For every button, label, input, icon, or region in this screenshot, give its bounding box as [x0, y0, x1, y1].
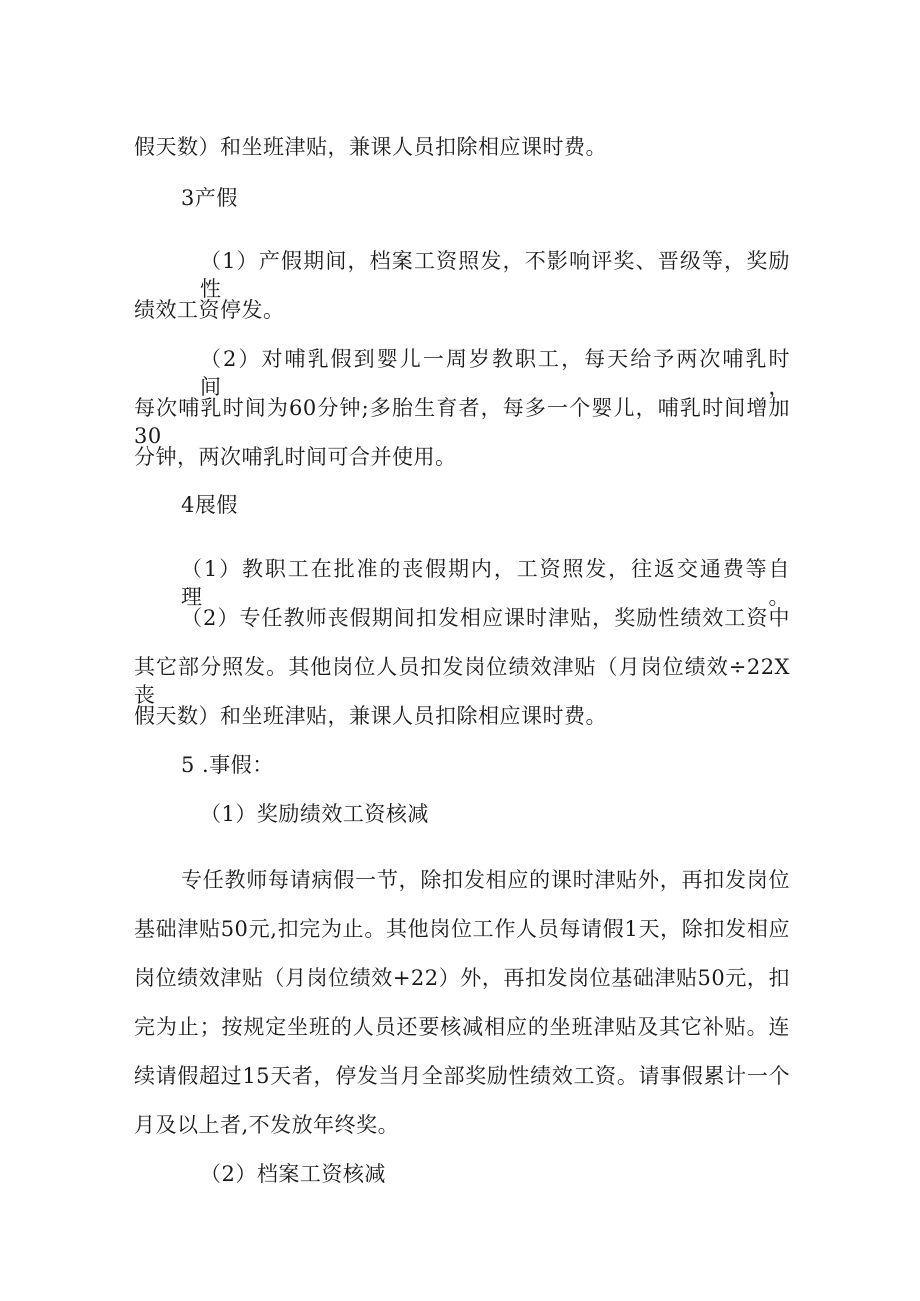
paragraph-line: 假天数）和坐班津贴，兼课人员扣除相应课时费。: [134, 704, 607, 728]
section-heading-maternity-leave: 3产假: [181, 186, 238, 210]
paragraph-line: （1）产假期间，档案工资照发，不影响评奖、晋级等，奖励性: [200, 249, 790, 301]
paragraph-line: 续请假超过15天者，停发当月全部奖励性绩效工资。请事假累计一个: [134, 1064, 790, 1088]
paragraph-line: （1）教职工在批准的丧假期内，工资照发，往返交通费等自理。: [181, 557, 790, 609]
section-heading-personal-leave: 5 .事假：: [181, 753, 274, 777]
paragraph-line: 每次哺乳时间为60分钟;多胎生育者，每多一个婴儿，哺乳时间增加30: [134, 396, 790, 448]
paragraph-line: （2）对哺乳假到婴儿一周岁教职工，每天给予两次哺乳时间，: [200, 347, 790, 399]
paragraph-line: （2）专任教师丧假期间扣发相应课时津贴，奖励性绩效工资中: [181, 606, 790, 630]
section-heading-funeral-leave: 4展假: [181, 493, 238, 517]
paragraph-line: 分钟，两次哺乳时间可合并使用。: [134, 445, 457, 469]
subheading-performance-pay-deduction: （1）奖励绩效工资核减: [200, 802, 429, 826]
paragraph-line: 基础津贴50元,扣完为止。其他岗位工作人员每请假1天，除扣发相应: [134, 917, 790, 941]
paragraph-line: 专任教师每请病假一节，除扣发相应的课时津贴外，再扣发岗位: [181, 868, 790, 892]
paragraph-line: 岗位绩效津贴（月岗位绩效+22）外，再扣发岗位基础津贴50元，扣: [134, 966, 790, 990]
subheading-archive-salary-deduction: （2）档案工资核减: [200, 1162, 386, 1186]
paragraph-line: 完为止；按规定坐班的人员还要核减相应的坐班津贴及其它补贴。连: [134, 1015, 790, 1039]
paragraph-line: 月及以上者,不发放年终奖。: [134, 1113, 400, 1137]
paragraph-line: 绩效工资停发。: [134, 298, 285, 322]
paragraph-line: 假天数）和坐班津贴，兼课人员扣除相应课时费。: [134, 135, 607, 159]
paragraph-line: 其它部分照发。其他岗位人员扣发岗位绩效津贴（月岗位绩效÷22X丧: [134, 655, 790, 707]
